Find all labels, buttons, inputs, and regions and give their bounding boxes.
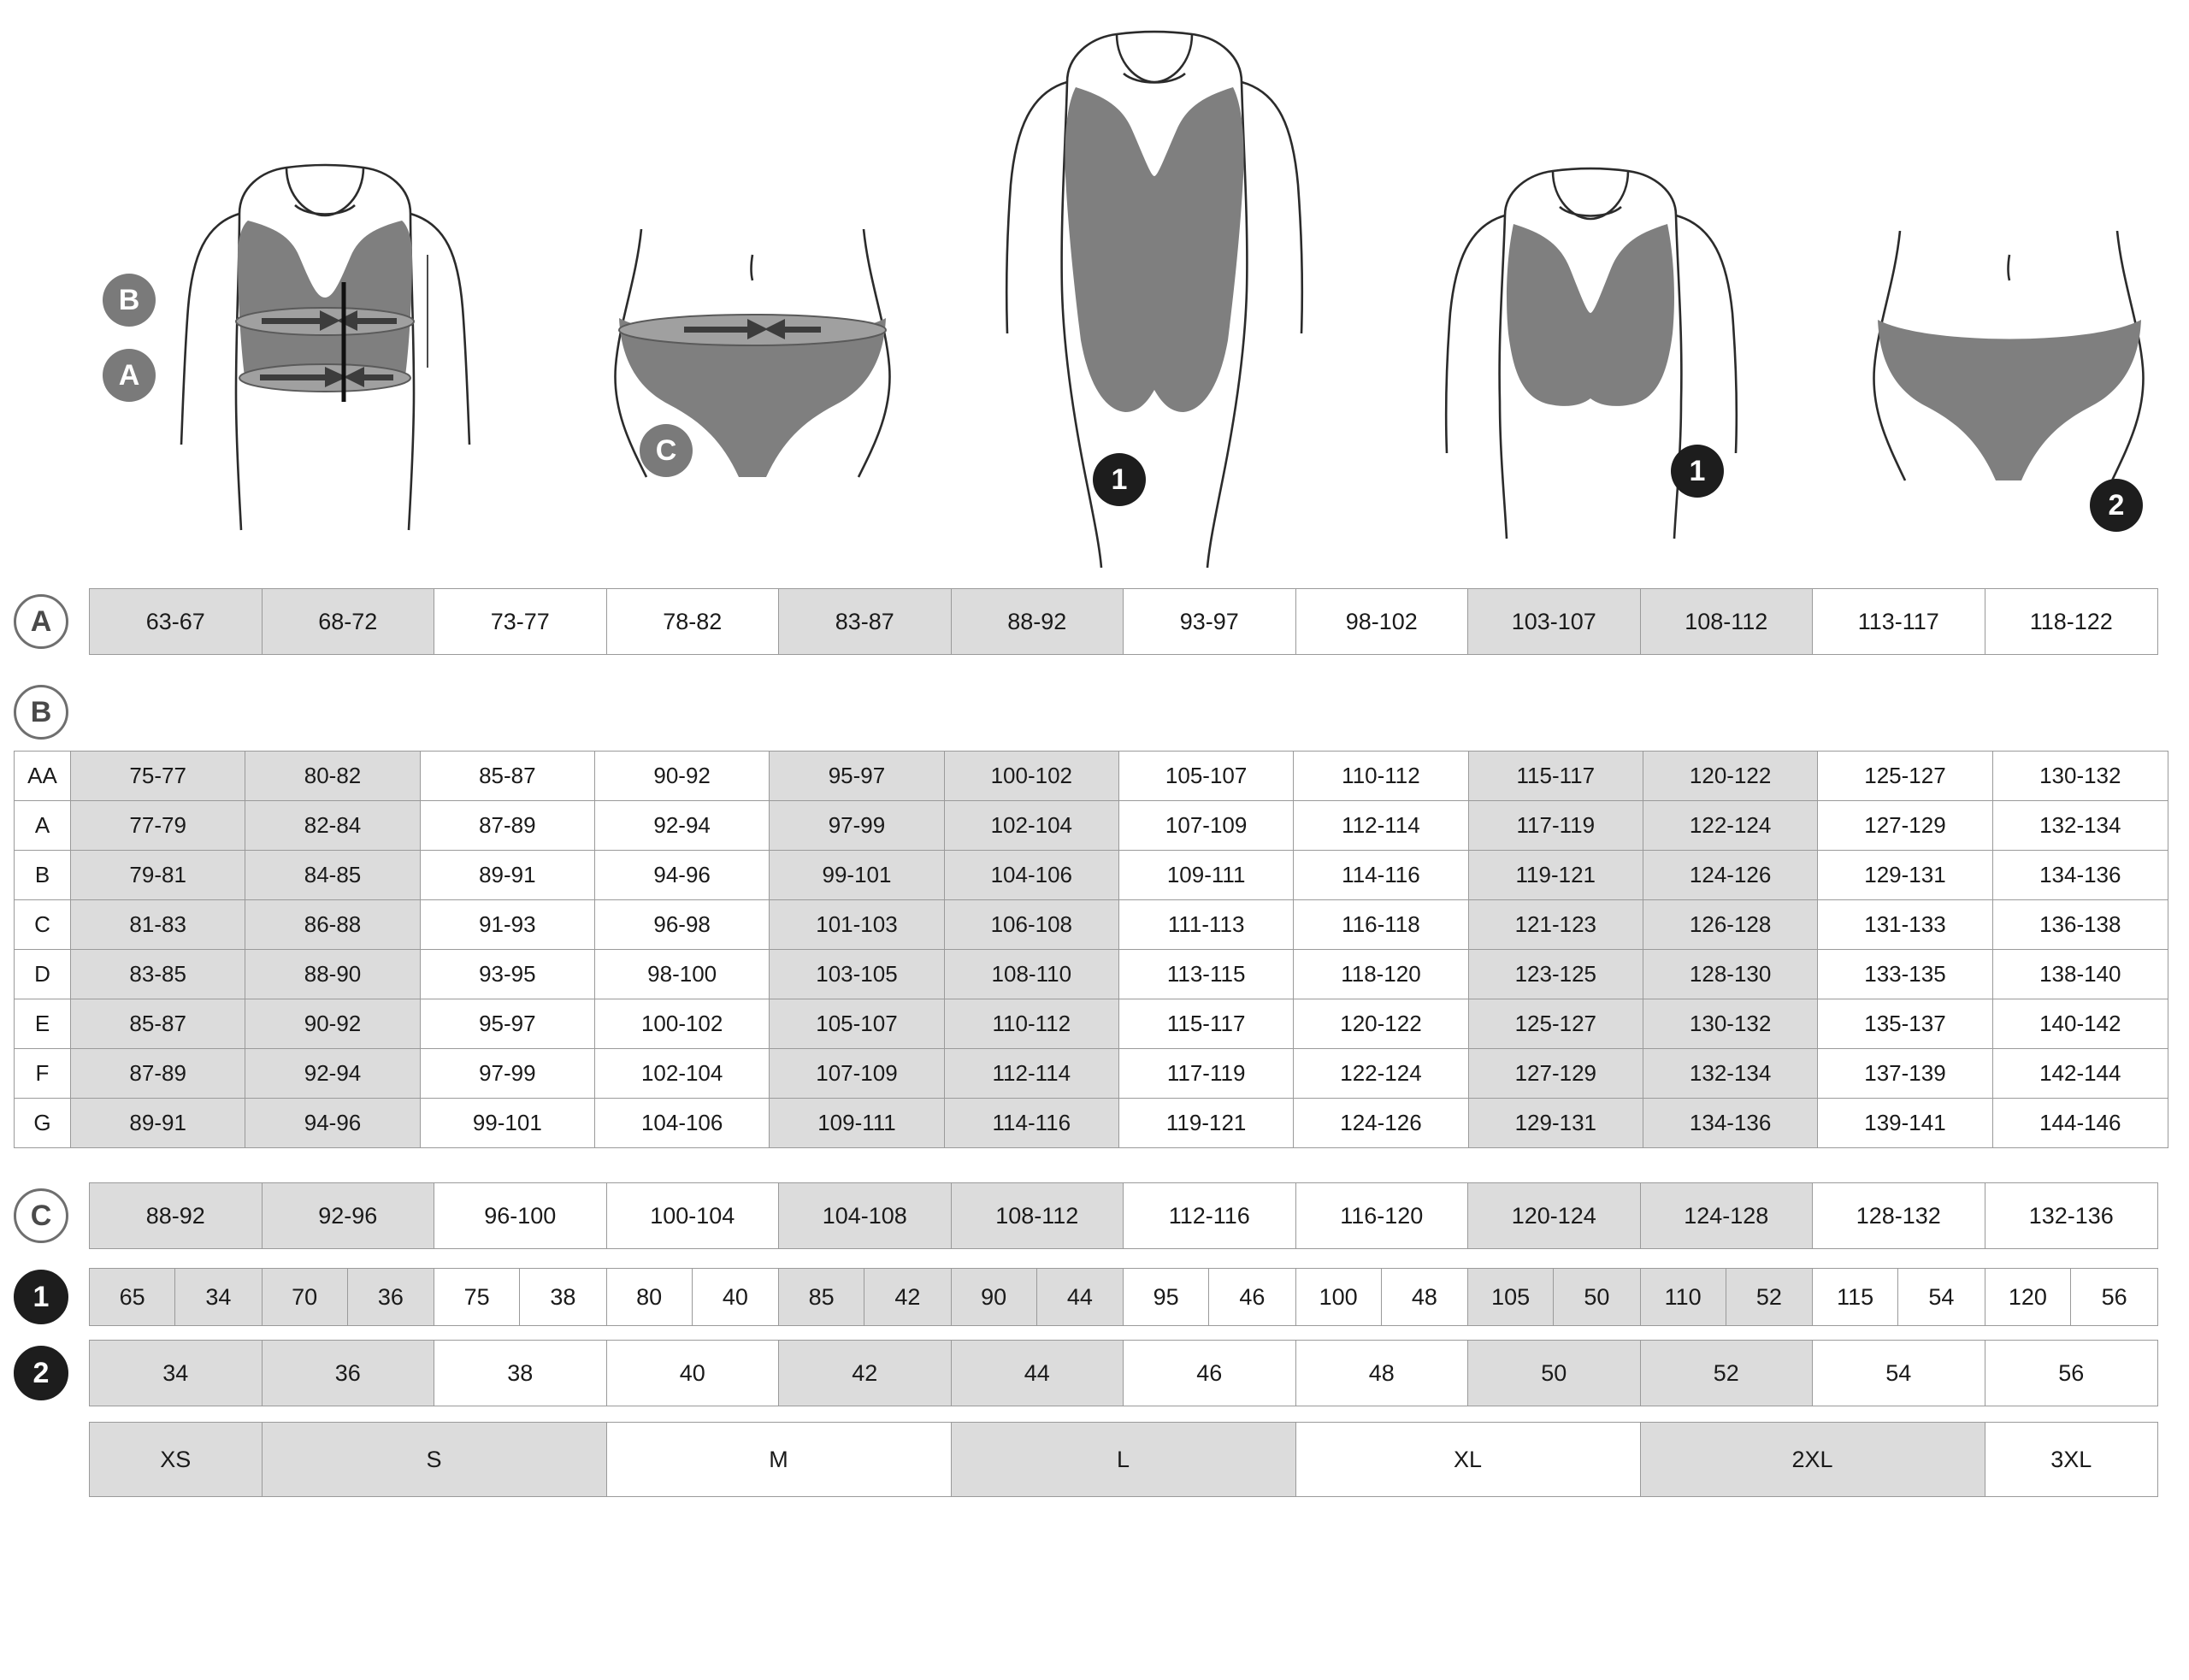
cup-label: E — [15, 999, 71, 1048]
table-cell: 132-136 — [1985, 1183, 2158, 1248]
table-cell: 63-67 — [90, 589, 263, 654]
table-cell: 114-116 — [945, 1099, 1119, 1147]
size-value: 52 — [1726, 1269, 1812, 1325]
table-cell: 124-126 — [1294, 1099, 1468, 1147]
size-value: 56 — [2071, 1269, 2157, 1325]
row-letter-sizes — [0, 1422, 2189, 1497]
band-size-pair — [1296, 1269, 1469, 1325]
table-cell: 140-142 — [1993, 999, 2168, 1048]
table-cell: 87-89 — [71, 1049, 245, 1098]
table-cell: 117-119 — [1119, 1049, 1294, 1098]
band-value: 120 — [1985, 1269, 2072, 1325]
band-value: 100 — [1296, 1269, 1382, 1325]
table-cell: 112-114 — [945, 1049, 1119, 1098]
size-value: 34 — [175, 1269, 261, 1325]
table-row — [15, 1049, 2168, 1099]
row-badge-C: C — [14, 1188, 68, 1243]
band-value: 115 — [1813, 1269, 1898, 1325]
table-cell: 92-94 — [595, 801, 770, 850]
table-cell: 109-111 — [770, 1099, 944, 1147]
table-row — [15, 950, 2168, 999]
table-cell: 82-84 — [245, 801, 420, 850]
table-cell: 77-79 — [71, 801, 245, 850]
table-cell: 126-128 — [1643, 900, 1818, 949]
band-value: 90 — [952, 1269, 1037, 1325]
table-cell: 120-124 — [1468, 1183, 1641, 1248]
table-cell: 139-141 — [1818, 1099, 1992, 1147]
band-size-pair — [607, 1269, 780, 1325]
band-size-pair — [1641, 1269, 1814, 1325]
underbust-strip — [89, 588, 2158, 655]
band-size-pair — [263, 1269, 435, 1325]
table-cell: 115-117 — [1469, 752, 1643, 800]
table-cell: 90-92 — [595, 752, 770, 800]
table-cell: 40 — [607, 1341, 780, 1406]
table-cell: 128-130 — [1643, 950, 1818, 999]
table-cell: 88-92 — [952, 589, 1124, 654]
band-value: 75 — [434, 1269, 520, 1325]
table-cell: 54 — [1813, 1341, 1985, 1406]
table-cell: 115-117 — [1119, 999, 1294, 1048]
table-cell: 113-117 — [1813, 589, 1985, 654]
table-cell: 106-108 — [945, 900, 1119, 949]
hips-strip — [89, 1182, 2158, 1249]
cup-label: G — [15, 1099, 71, 1147]
band-size-pair — [90, 1269, 263, 1325]
table-cell: 128-132 — [1813, 1183, 1985, 1248]
table-cell: 109-111 — [1119, 851, 1294, 899]
table-row — [15, 851, 2168, 900]
table-cell: 52 — [1641, 1341, 1814, 1406]
table-cell: 83-87 — [779, 589, 952, 654]
table-cell: 108-112 — [952, 1183, 1124, 1248]
band-value: 65 — [90, 1269, 175, 1325]
table-cell: 116-118 — [1294, 900, 1468, 949]
letter-size-cell: L — [952, 1423, 1296, 1496]
table-cell: 118-122 — [1985, 589, 2158, 654]
table-cell: 144-146 — [1993, 1099, 2168, 1147]
size-value: 42 — [864, 1269, 950, 1325]
figure-badge-2: 2 — [2090, 479, 2143, 532]
table-cell: 91-93 — [421, 900, 595, 949]
bra-figure — [1385, 162, 1787, 556]
table-cell: 133-135 — [1818, 950, 1992, 999]
table-cell: 117-119 — [1469, 801, 1643, 850]
row-badge-B: B — [14, 685, 68, 740]
table-cell: 142-144 — [1993, 1049, 2168, 1098]
table-cell: 138-140 — [1993, 950, 2168, 999]
table-cell: 95-97 — [421, 999, 595, 1048]
table-cell: 132-134 — [1643, 1049, 1818, 1098]
band-value: 80 — [607, 1269, 693, 1325]
table-cell: 94-96 — [245, 1099, 420, 1147]
table-cell: 112-116 — [1124, 1183, 1296, 1248]
table-cell: 119-121 — [1469, 851, 1643, 899]
hips-figure — [590, 229, 915, 554]
table-cell: 83-85 — [71, 950, 245, 999]
table-cell: 103-105 — [770, 950, 944, 999]
table-cell: 89-91 — [421, 851, 595, 899]
table-cell: 104-106 — [945, 851, 1119, 899]
table-cell: 104-108 — [779, 1183, 952, 1248]
table-cell: 103-107 — [1468, 589, 1641, 654]
table-cell: 118-120 — [1294, 950, 1468, 999]
table-cell: 75-77 — [71, 752, 245, 800]
row-band-1 — [0, 1268, 2189, 1326]
table-cell: 136-138 — [1993, 900, 2168, 949]
table-cell: 92-96 — [263, 1183, 435, 1248]
row-badge-A: A — [14, 594, 68, 649]
letter-size-strip — [89, 1422, 2158, 1497]
table-cell: 68-72 — [263, 589, 435, 654]
table-cell: 120-122 — [1643, 752, 1818, 800]
letter-size-cell: S — [263, 1423, 607, 1496]
swimsuit-figure — [958, 26, 1334, 573]
table-cell: 120-122 — [1294, 999, 1468, 1048]
table-cell: 104-106 — [595, 1099, 770, 1147]
cup-label: A — [15, 801, 71, 850]
table-cell: 73-77 — [434, 589, 607, 654]
size-value: 38 — [520, 1269, 605, 1325]
band-size-pair — [1813, 1269, 1985, 1325]
table-cell: 96-100 — [434, 1183, 607, 1248]
letter-size-cell: M — [607, 1423, 952, 1496]
bust-underbust-figure — [111, 154, 556, 547]
size-value: 48 — [1382, 1269, 1467, 1325]
table-cell: 127-129 — [1818, 801, 1992, 850]
table-cell: 135-137 — [1818, 999, 1992, 1048]
table-cell: 79-81 — [71, 851, 245, 899]
table-cell: 110-112 — [1294, 752, 1468, 800]
table-cell: 107-109 — [1119, 801, 1294, 850]
table-cell: 89-91 — [71, 1099, 245, 1147]
band-value: 70 — [263, 1269, 348, 1325]
figure-badge-C: C — [640, 424, 693, 477]
row-badge-2: 2 — [14, 1346, 68, 1400]
table-cell: 122-124 — [1643, 801, 1818, 850]
table-cell: 92-94 — [245, 1049, 420, 1098]
size-value: 44 — [1037, 1269, 1123, 1325]
table-cell: 102-104 — [595, 1049, 770, 1098]
table-cell: 121-123 — [1469, 900, 1643, 949]
table-cell: 131-133 — [1818, 900, 1992, 949]
table-cell: 129-131 — [1469, 1099, 1643, 1147]
figure-badge-1a: 1 — [1093, 453, 1146, 506]
table-cell: 88-92 — [90, 1183, 263, 1248]
table-cell: 42 — [779, 1341, 952, 1406]
table-cell: 124-126 — [1643, 851, 1818, 899]
table-cell: 78-82 — [607, 589, 780, 654]
letter-size-cell: XL — [1296, 1423, 1641, 1496]
table-cell: 114-116 — [1294, 851, 1468, 899]
table-row — [15, 900, 2168, 950]
table-cell: 105-107 — [1119, 752, 1294, 800]
table-cell: 93-95 — [421, 950, 595, 999]
table-cell: 80-82 — [245, 752, 420, 800]
table-cell: 97-99 — [421, 1049, 595, 1098]
row-underbust-A — [0, 588, 2189, 655]
table-cell: 132-134 — [1993, 801, 2168, 850]
band-size-strip — [89, 1268, 2158, 1326]
table-cell: 130-132 — [1643, 999, 1818, 1048]
table-cell: 90-92 — [245, 999, 420, 1048]
table-cell: 107-109 — [770, 1049, 944, 1098]
table-cell: 94-96 — [595, 851, 770, 899]
table-cell: 87-89 — [421, 801, 595, 850]
table-cell: 125-127 — [1469, 999, 1643, 1048]
figure-badge-A: A — [103, 349, 156, 402]
band-size-pair — [1124, 1269, 1296, 1325]
letter-size-cell: XS — [90, 1423, 263, 1496]
table-cell: 119-121 — [1119, 1099, 1294, 1147]
table-cell: 93-97 — [1124, 589, 1296, 654]
table-cell: 137-139 — [1818, 1049, 1992, 1098]
table-cell: 81-83 — [71, 900, 245, 949]
table-cell: 105-107 — [770, 999, 944, 1048]
table-cell: 100-102 — [595, 999, 770, 1048]
table-cell: 116-120 — [1296, 1183, 1469, 1248]
table-cell: 85-87 — [71, 999, 245, 1048]
numeric-size-strip — [89, 1340, 2158, 1406]
table-cell: 100-102 — [945, 752, 1119, 800]
row-bust-B-label — [0, 674, 2189, 751]
band-size-pair — [1468, 1269, 1641, 1325]
table-row — [15, 752, 2168, 801]
table-cell: 123-125 — [1469, 950, 1643, 999]
band-size-pair — [952, 1269, 1124, 1325]
band-value: 110 — [1641, 1269, 1726, 1325]
table-cell: 38 — [434, 1341, 607, 1406]
table-cell: 102-104 — [945, 801, 1119, 850]
table-cell: 130-132 — [1993, 752, 2168, 800]
band-size-pair — [779, 1269, 952, 1325]
table-cell: 124-128 — [1641, 1183, 1814, 1248]
cup-label: B — [15, 851, 71, 899]
row-size-2 — [0, 1340, 2189, 1406]
table-cell: 111-113 — [1119, 900, 1294, 949]
table-cell: 99-101 — [770, 851, 944, 899]
table-cell: 86-88 — [245, 900, 420, 949]
table-cell: 46 — [1124, 1341, 1296, 1406]
table-cell: 108-110 — [945, 950, 1119, 999]
table-cell: 98-102 — [1296, 589, 1469, 654]
table-cell: 101-103 — [770, 900, 944, 949]
table-cell: 108-112 — [1641, 589, 1814, 654]
band-value: 95 — [1124, 1269, 1209, 1325]
letter-size-cell: 2XL — [1641, 1423, 1985, 1496]
table-row — [15, 1099, 2168, 1148]
table-cell: 95-97 — [770, 752, 944, 800]
cup-label: F — [15, 1049, 71, 1098]
table-row — [15, 999, 2168, 1049]
table-cell: 44 — [952, 1341, 1124, 1406]
table-cell: 56 — [1985, 1341, 2158, 1406]
cup-label: AA — [15, 752, 71, 800]
table-cell: 125-127 — [1818, 752, 1992, 800]
table-cell: 88-90 — [245, 950, 420, 999]
size-value: 40 — [693, 1269, 778, 1325]
table-cell: 96-98 — [595, 900, 770, 949]
illustration-band — [0, 0, 2189, 564]
figure-badge-1b: 1 — [1671, 445, 1724, 498]
table-cell: 98-100 — [595, 950, 770, 999]
table-cell: 113-115 — [1119, 950, 1294, 999]
table-cell: 134-136 — [1643, 1099, 1818, 1147]
letter-size-cell: 3XL — [1985, 1423, 2158, 1496]
table-cell: 129-131 — [1818, 851, 1992, 899]
size-value: 36 — [348, 1269, 434, 1325]
table-cell: 36 — [263, 1341, 435, 1406]
row-badge-1: 1 — [14, 1270, 68, 1324]
table-cell: 99-101 — [421, 1099, 595, 1147]
table-cell: 110-112 — [945, 999, 1119, 1048]
table-cell: 84-85 — [245, 851, 420, 899]
figure-badge-B: B — [103, 274, 156, 327]
table-cell: 85-87 — [421, 752, 595, 800]
row-hips-C — [0, 1182, 2189, 1249]
band-size-pair — [434, 1269, 607, 1325]
brief-figure — [1856, 231, 2163, 556]
cup-label: D — [15, 950, 71, 999]
table-cell: 48 — [1296, 1341, 1469, 1406]
table-row — [15, 801, 2168, 851]
bust-cup-grid — [14, 751, 2168, 1148]
size-value: 50 — [1554, 1269, 1639, 1325]
table-cell: 127-129 — [1469, 1049, 1643, 1098]
table-cell: 134-136 — [1993, 851, 2168, 899]
table-cell: 122-124 — [1294, 1049, 1468, 1098]
band-size-pair — [1985, 1269, 2158, 1325]
table-cell: 34 — [90, 1341, 263, 1406]
size-value: 46 — [1209, 1269, 1295, 1325]
table-cell: 112-114 — [1294, 801, 1468, 850]
band-value: 85 — [779, 1269, 864, 1325]
cup-label: C — [15, 900, 71, 949]
table-cell: 100-104 — [607, 1183, 780, 1248]
table-cell: 50 — [1468, 1341, 1641, 1406]
table-cell: 97-99 — [770, 801, 944, 850]
size-value: 54 — [1898, 1269, 1984, 1325]
band-value: 105 — [1468, 1269, 1554, 1325]
